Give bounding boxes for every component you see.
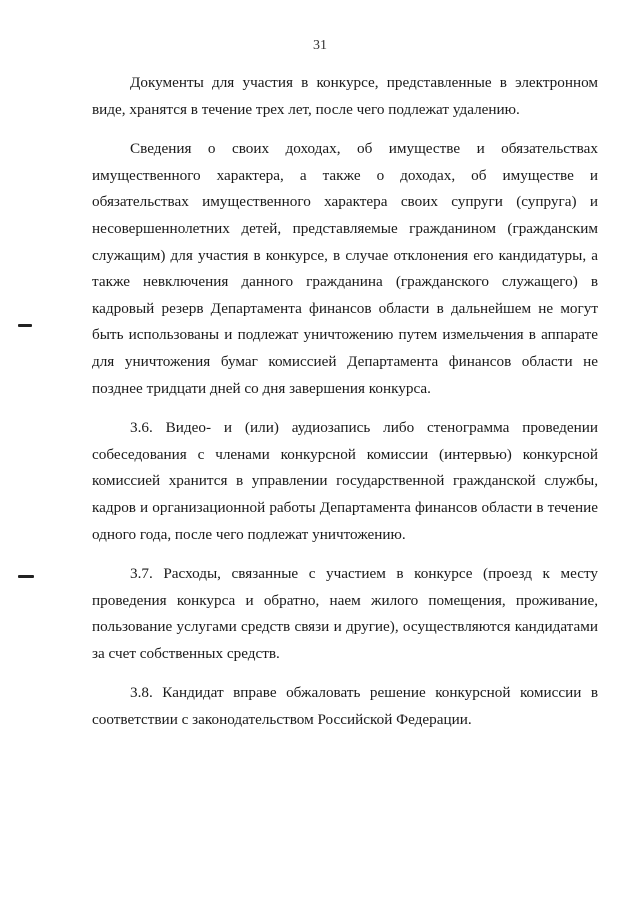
margin-mark (18, 324, 32, 327)
paragraph-document-retention: Документы для участия в конкурсе, представленные в электронном виде, хранятся в течение трех лет, после чего подлежат удалению. (92, 74, 598, 118)
paragraph-3-8-appeal: 3.8. Кандидат вправе обжаловать решение конкурсной комиссии в соответствии с законодательством Российской Федерации. (92, 684, 598, 729)
margin-mark (18, 575, 34, 578)
document-body (92, 70, 598, 747)
paragraph-3-7-expenses: 3.7. Расходы, связанные с участием в конкурсе (проезд к месту проведения конкурса и обратно, наем жилого помещения, проживание, пользование услугами средств связи и другие), осуществляются кандидатами за счет собственных средств. (92, 565, 598, 662)
paragraph-3-6-recording: 3.6. Видео- и (или) аудиозапись либо стенограмма проведении собеседования с членами конкурсной комиссии (интервью) конкурсной комиссией хранится в управлении государственной гражданской службы, кадров и организационной работы Департамента финансов области в течение одного года, после чего подлежат уничтожению. (92, 419, 598, 543)
page-number: 31 (313, 38, 327, 53)
paragraph-income-information: Сведения о своих доходах, об имуществе и обязательствах имущественного характера, а также о доходах, об имуществе и обязательствах имущественного характера своих супруги (супруга) и несовершеннолетних детей, представляемые гражданином (гражданским служащим) для участия в конкурсе, в случае отклонения его кандидатуры, а также невключения данного гражданина (гражданского служащего) в кадровый резерв Департамента финансов области в дальнейшем не могут быть использованы и подлежат уничтожению путем измельчения в аппарате для уничтожения бумаг комиссией Департамента финансов области не позднее тридцати дней со дня завершения конкурса. (92, 140, 598, 397)
